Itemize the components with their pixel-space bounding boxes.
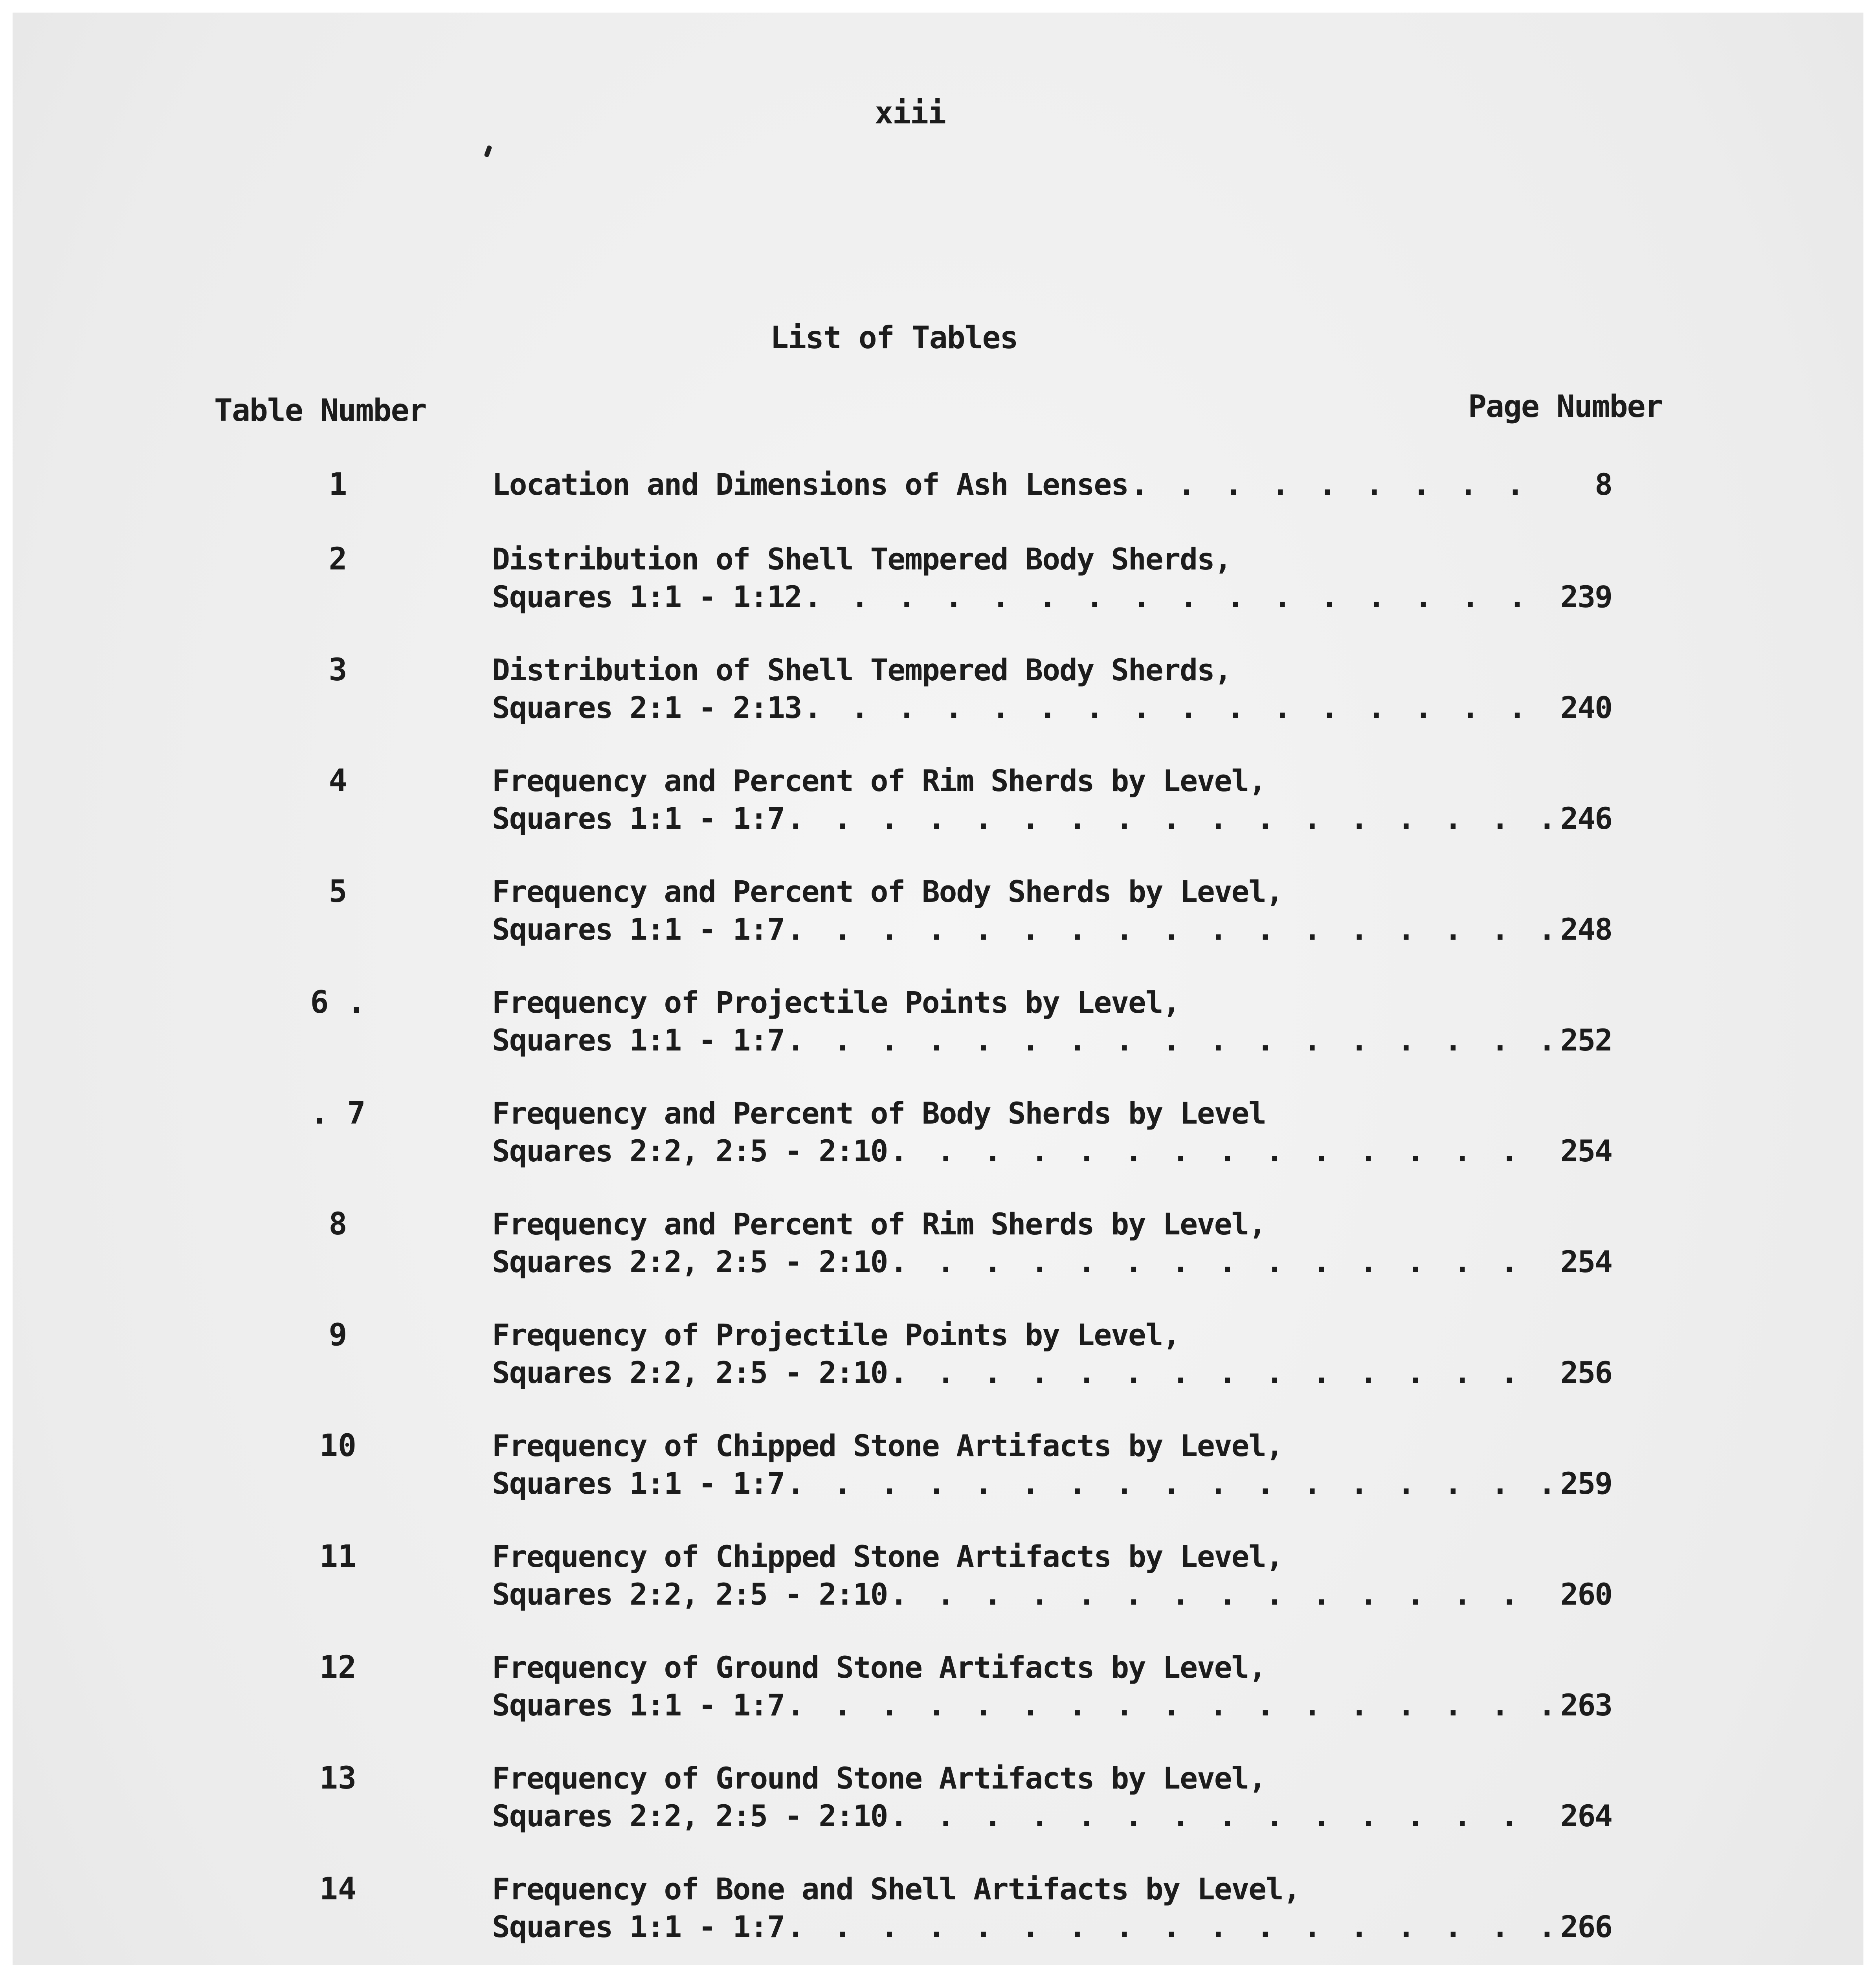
table-title-last-line	[492, 911, 1612, 948]
table-title-last-line	[492, 800, 1612, 837]
table-title-line: Distribution of Shell Tempered Body Sherds,	[492, 542, 1232, 577]
page-reference: 246	[1560, 801, 1612, 836]
dot-leader	[784, 911, 1553, 948]
table-entry	[492, 984, 1612, 1059]
table-entry	[492, 873, 1612, 948]
table-number: 1	[329, 467, 347, 502]
table-title-text: Squares 2:2, 2:5 - 2:10	[492, 1355, 888, 1390]
table-title-text: Squares 1:1 - 1:12	[492, 579, 802, 614]
dot-leader	[784, 1686, 1553, 1724]
table-title-text: Squares 2:1 - 2:13	[492, 690, 802, 725]
page-reference: 264	[1560, 1798, 1612, 1833]
table-title-line: Frequency and Percent of Rim Sherds by Level,	[492, 763, 1266, 798]
page-reference: 266	[1560, 1909, 1612, 1944]
table-title-text: Squares 2:2, 2:5 - 2:10	[492, 1244, 888, 1279]
table-number: 3	[329, 652, 347, 688]
table-number: 14	[319, 1871, 356, 1907]
table-title-text: Squares 2:2, 2:5 - 2:10	[492, 1798, 888, 1833]
page-reference: 260	[1560, 1577, 1612, 1612]
table-title-last-line	[492, 1908, 1612, 1946]
table-title-text: Squares 2:2, 2:5 - 2:10	[492, 1133, 888, 1168]
page-reference: 239	[1560, 579, 1612, 614]
table-entry	[492, 1205, 1612, 1281]
table-entry	[492, 466, 1612, 503]
table-number: 12	[319, 1650, 356, 1685]
page-reference: 254	[1560, 1244, 1612, 1279]
table-entry	[492, 1316, 1612, 1392]
table-title-last-line	[492, 1243, 1612, 1281]
table-number: 2	[329, 542, 347, 577]
table-title-last-line	[492, 466, 1612, 503]
table-title-last-line	[492, 689, 1612, 727]
page-reference: 252	[1560, 1023, 1612, 1058]
table-title-text: Squares 2:2, 2:5 - 2:10	[492, 1577, 888, 1612]
table-title-last-line	[492, 1354, 1612, 1392]
table-title-last-line	[492, 1132, 1612, 1170]
page-number: xiii	[875, 95, 945, 131]
dot-leader	[784, 1908, 1553, 1946]
dot-leader	[784, 800, 1553, 837]
table-title-line: Frequency of Ground Stone Artifacts by Level,	[492, 1650, 1266, 1685]
table-number: 9	[329, 1317, 347, 1353]
table-entry	[492, 1759, 1612, 1835]
table-number: 13	[319, 1761, 356, 1796]
page-reference: 240	[1560, 690, 1612, 725]
column-header-page-number: Page Number	[1468, 389, 1663, 424]
table-title-text: Squares 1:1 - 1:7	[492, 1688, 784, 1723]
dot-leader	[784, 1465, 1553, 1502]
table-number: . 7	[310, 1096, 366, 1131]
page-reference: 263	[1560, 1688, 1612, 1723]
page-reference: 248	[1560, 912, 1612, 947]
table-title-line: Frequency and Percent of Body Sherds by Level	[492, 1096, 1266, 1131]
table-number: 4	[329, 763, 347, 799]
table-title-last-line	[492, 1465, 1612, 1502]
table-title-line: Frequency of Projectile Points by Level,	[492, 985, 1180, 1020]
table-number: 10	[319, 1428, 356, 1464]
table-title-line: Frequency of Projectile Points by Level,	[492, 1317, 1180, 1352]
table-title-text: Squares 1:1 - 1:7	[492, 801, 784, 836]
page-reference: 256	[1560, 1355, 1612, 1390]
table-number: 6 .	[310, 985, 366, 1020]
table-title-text: Squares 1:1 - 1:7	[492, 912, 784, 947]
page-reference: 8	[1595, 467, 1612, 502]
table-entry	[492, 762, 1612, 837]
page-reference: 254	[1560, 1133, 1612, 1168]
table-entry	[492, 540, 1612, 616]
table-number: 5	[329, 874, 347, 909]
table-title-line: Frequency and Percent of Rim Sherds by Level,	[492, 1207, 1266, 1241]
table-title-last-line	[492, 578, 1612, 616]
dot-leader	[802, 578, 1553, 616]
page-title: List of Tables	[770, 320, 1018, 356]
table-entry	[492, 1427, 1612, 1502]
table-entry	[492, 1538, 1612, 1613]
table-title-line: Frequency of Bone and Shell Artifacts by Level,	[492, 1871, 1300, 1906]
table-number: 8	[329, 1207, 347, 1242]
table-entry	[492, 651, 1612, 727]
page-reference: 259	[1560, 1466, 1612, 1501]
table-entry	[492, 1095, 1612, 1170]
table-title-last-line	[492, 1686, 1612, 1724]
table-title-last-line	[492, 1021, 1612, 1059]
dot-leader	[887, 1797, 1553, 1835]
table-title-line: Distribution of Shell Tempered Body Sherds,	[492, 652, 1232, 687]
dot-leader	[887, 1243, 1553, 1281]
dot-leader	[887, 1576, 1553, 1613]
table-entry	[492, 1649, 1612, 1724]
dot-leader	[802, 689, 1553, 727]
table-title-last-line	[492, 1576, 1612, 1613]
dot-leader	[1128, 466, 1553, 503]
column-header-table-number: Table Number	[214, 393, 426, 428]
dot-leader	[887, 1354, 1553, 1392]
table-title-line: Frequency and Percent of Body Sherds by Level,	[492, 874, 1283, 909]
table-title-line: Frequency of Chipped Stone Artifacts by Level,	[492, 1539, 1283, 1574]
table-title-text: Squares 1:1 - 1:7	[492, 1023, 784, 1058]
table-title-line: Frequency of Chipped Stone Artifacts by Level,	[492, 1428, 1283, 1463]
table-title-line: Frequency of Ground Stone Artifacts by Level,	[492, 1761, 1266, 1796]
table-title-text: Squares 1:1 - 1:7	[492, 1466, 784, 1501]
dot-leader	[784, 1021, 1553, 1059]
table-title-last-line	[492, 1797, 1612, 1835]
table-title-text: Squares 1:1 - 1:7	[492, 1909, 784, 1944]
dot-leader	[887, 1132, 1553, 1170]
table-title-text: Location and Dimensions of Ash Lenses	[492, 467, 1128, 502]
table-entry	[492, 1870, 1612, 1946]
table-number: 11	[319, 1539, 356, 1574]
